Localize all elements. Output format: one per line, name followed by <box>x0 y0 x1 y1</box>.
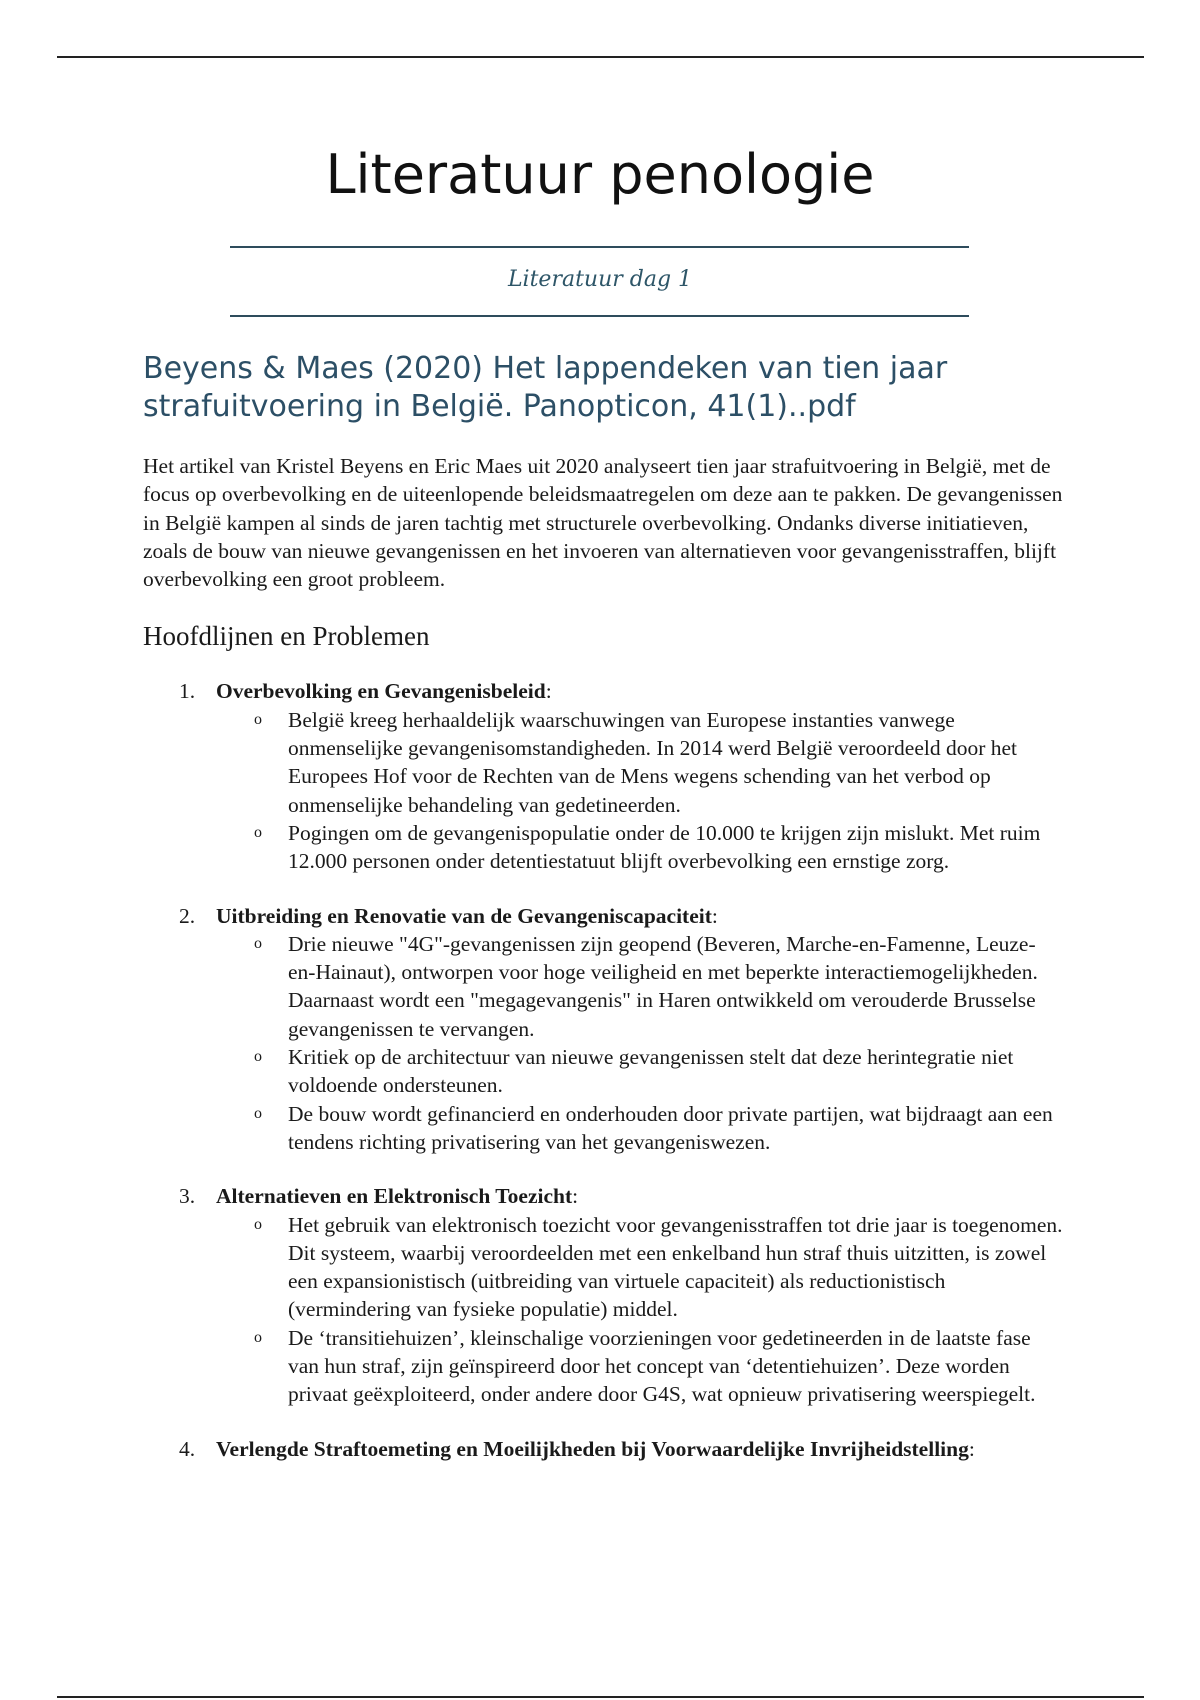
bullet-marker-icon: o <box>254 823 262 841</box>
bullet-item <box>254 706 1063 819</box>
bullet-marker-icon: o <box>254 710 262 728</box>
bullet-item <box>254 1324 1063 1409</box>
bullet-text: Het gebruik van elektronisch toezicht voor gevangenisstraffen tot drie jaar is toegenomen. Dit systeem, waarbij veroordeelden met een enkelband hun straf thuis uitzitten, is zowel een expansionistisch (uitbreiding van virtuele capaciteit) als reductionistisch (vermindering van fysieke populatie) middel. <box>288 1212 1063 1322</box>
list-item-number: 2. <box>179 903 196 928</box>
list-item-number: 4. <box>179 1436 196 1461</box>
article-subheading: Hoofdlijnen en Problemen <box>143 621 430 652</box>
bullet-text: Pogingen om de gevangenispopulatie onder de 10.000 te krijgen zijn mislukt. Met ruim 12.000 personen onder detentiestatuut blijft overbevolking een ernstige zorg. <box>288 820 1041 874</box>
bullet-marker-icon: o <box>254 1104 262 1122</box>
bullet-list <box>216 706 1063 876</box>
list-item <box>143 902 1063 1157</box>
list-item-number: 1. <box>179 679 196 704</box>
bullet-text: De bouw wordt gefinancierd en onderhouden door private partijen, wat bijdraagt aan een tendens richting privatisering van het gevangeniswezen. <box>288 1101 1053 1154</box>
list-item-number: 3. <box>179 1184 196 1209</box>
article-heading: Beyens & Maes (2020) Het lappendeken van tien jaar strafuitvoering in België. Panopticon, 41(1)..pdf <box>143 351 948 424</box>
subtitle-top-rule <box>230 246 969 248</box>
page-top-rule <box>57 56 1144 58</box>
list-item-title-suffix: : <box>968 1436 975 1461</box>
bullet-marker-icon: o <box>254 934 262 952</box>
bullet-list <box>216 1211 1063 1409</box>
list-item-title: Alternatieven en Elektronisch Toezicht <box>216 1184 573 1209</box>
list-item-title: Verlengde Straftoemeting en Moeilijkheden bij Voorwaardelijke Invrijheidstelling <box>216 1436 969 1461</box>
bullet-marker-icon: o <box>254 1048 262 1066</box>
bullet-text: Kritiek op de architectuur van nieuwe gevangenissen stelt dat deze herintegratie niet voldoende ondersteunen. <box>288 1045 1014 1098</box>
list-item-title: Overbevolking en Gevangenisbeleid <box>216 679 546 704</box>
bullet-list <box>216 930 1063 1156</box>
bullet-text: Drie nieuwe "4G"-gevangenissen zijn geopend (Beveren, Marche-en-Famenne, Leuze-en-Hainaut), ontworpen voor hoge veiligheid en met beperkte interactiemogelijkheden. Daarnaast wordt een "megagevangenis" in Haren ontwikkeld om verouderde Brusselse gevangenissen te vervangen. <box>288 931 1038 1041</box>
list-item-title-suffix: : <box>572 1184 579 1209</box>
bullet-text: De ‘transitiehuizen’, kleinschalige voorzieningen voor gedetineerden in de laatste fase van hun straf, zijn geïnspireerd door het concept van ‘detentiehuizen’. Deze worden privaat geëxploiteerd, onder andere door G4S, wat opnieuw privatisering weerspiegelt. <box>288 1325 1036 1407</box>
list-item <box>143 677 1063 875</box>
list-item <box>143 1182 1063 1408</box>
subtitle-bottom-rule <box>230 315 969 317</box>
list-item-title: Uitbreiding en Renovatie van de Gevangeniscapaciteit <box>216 903 712 928</box>
bullet-marker-icon: o <box>254 1215 262 1233</box>
list-item <box>143 1435 1063 1463</box>
document-title: Literatuur penologie <box>325 143 875 206</box>
bullet-text: België kreeg herhaaldelijk waarschuwingen van Europese instanties vanwege onmenselijke gevangenisomstandigheden. In 2014 werd België veroordeeld door het Europees Hof voor de Rechten van de Mens wegens schending van het verbod op onmenselijke behandeling van gedetineerden. <box>288 707 1018 817</box>
numbered-list <box>143 677 1063 1462</box>
article-intro: Het artikel van Kristel Beyens en Eric Maes uit 2020 analyseert tien jaar strafuitvoering in België, met de focus op overbevolking en de uiteenlopende beleidsmaatregelen om deze aan te pakken. De gevangenissen in België kampen al sinds de jaren tachtig met structurele overbevolking. Ondanks diverse initiatieven, zoals de bouw van nieuwe gevangenissen en het invoeren van alternatieven voor gevangenisstraffen, blijft overbevolking een groot probleem. <box>143 454 1063 592</box>
bullet-item <box>254 1043 1063 1100</box>
list-item-title-suffix: : <box>711 903 718 928</box>
list-item-title-suffix: : <box>545 679 552 704</box>
document-body <box>143 350 1063 1489</box>
page-bottom-rule <box>57 1696 1144 1698</box>
bullet-item <box>254 930 1063 1043</box>
bullet-item <box>254 819 1063 876</box>
bullet-marker-icon: o <box>254 1328 262 1346</box>
document-subtitle: Literatuur dag 1 <box>507 267 693 292</box>
bullet-item <box>254 1100 1063 1157</box>
bullet-item <box>254 1211 1063 1324</box>
